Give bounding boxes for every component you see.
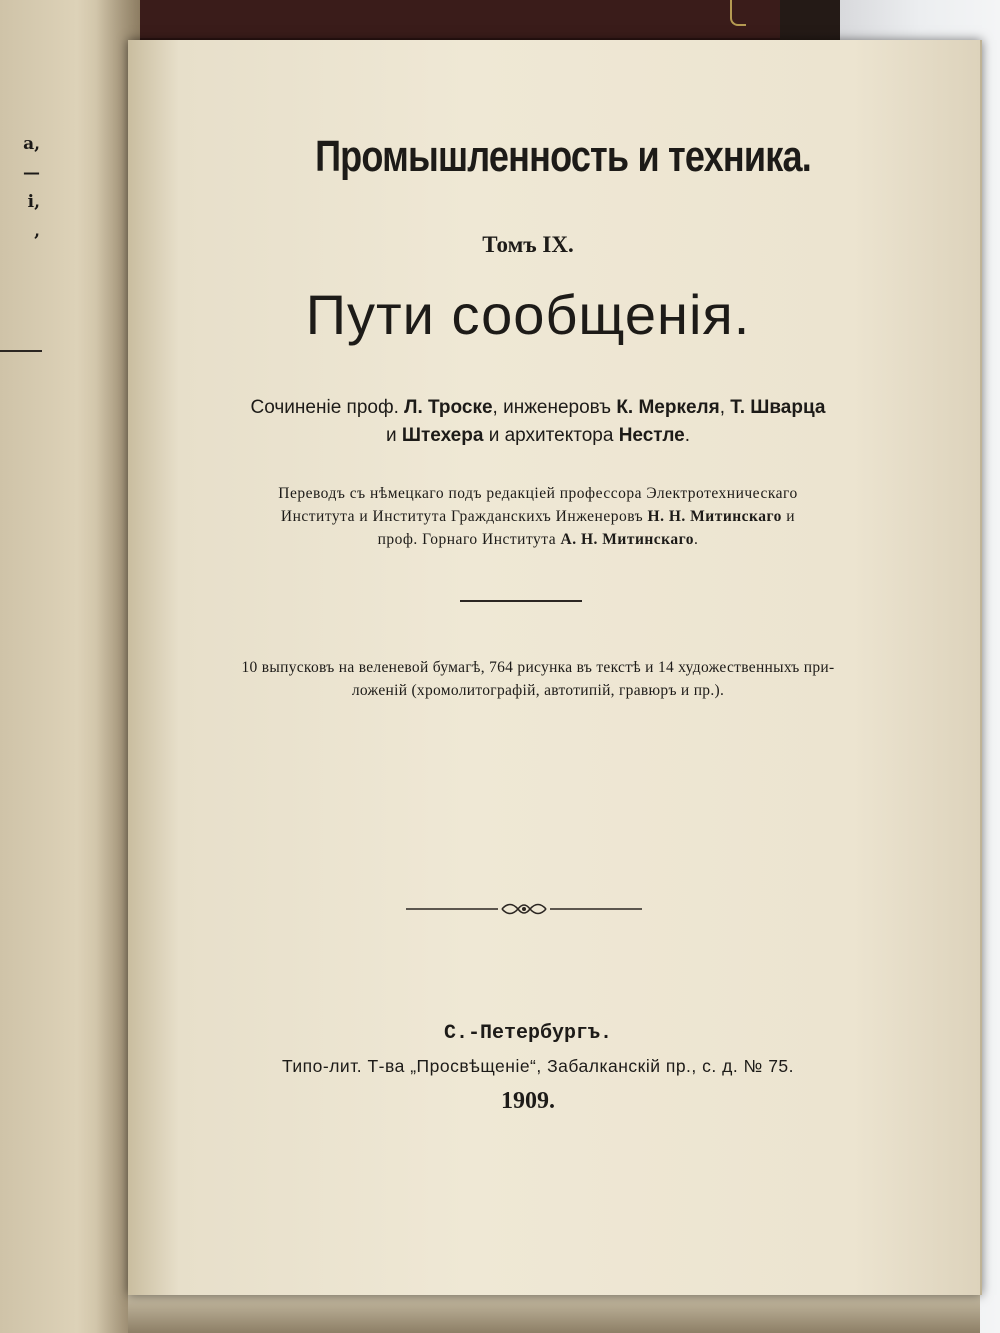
- author-name: Штехера: [401, 425, 484, 446]
- publication-city: С.-Петербургъ.: [443, 1022, 613, 1045]
- main-title: Пути сообщенія.: [305, 283, 751, 346]
- left-page-text-fragments: [0, 130, 40, 246]
- translation-line-2: [168, 505, 908, 528]
- authors-text: Сочиненіе проф.: [250, 397, 405, 418]
- background-book: [90, 0, 780, 40]
- translation-text: .: [694, 531, 699, 548]
- series-title: Промышленность и техника.: [315, 132, 811, 181]
- authors-text: и архитектора: [483, 425, 619, 446]
- authors-text: ,: [719, 397, 731, 418]
- authors-block: [168, 394, 908, 450]
- author-name: К. Меркеля: [616, 397, 720, 418]
- translation-note: [168, 482, 908, 551]
- publication-year: 1909.: [501, 1088, 555, 1114]
- author-name: Л. Троске: [404, 397, 493, 418]
- left-fragment: ,: [34, 221, 40, 241]
- left-fragment: —: [23, 163, 40, 183]
- translation-text: Института и Института Гражданскихъ Инженеровъ: [280, 508, 648, 525]
- left-fragment: а,: [23, 134, 40, 154]
- page-block-edge: [128, 1290, 980, 1333]
- translation-line-1: Переводъ съ нѣмецкаго подъ редакціей профессора Электротехническаго: [278, 485, 798, 502]
- left-page: [0, 0, 140, 1333]
- divider-rule: [460, 600, 582, 602]
- printer-imprint: Типо-лит. Т-ва „Просвѣщеніе“, Забалканскій пр., с. д. № 75.: [281, 1056, 795, 1076]
- translation-line-3: [168, 528, 908, 551]
- edition-line-1: 10 выпусковъ на веленевой бумагѣ, 764 рисунка въ текстѣ и 14 художественныхъ при-: [241, 659, 835, 676]
- edition-details: [168, 656, 908, 702]
- left-fragment: і,: [27, 192, 40, 212]
- authors-text: и: [385, 425, 402, 446]
- editor-name: Н. Н. Митинскаго: [647, 508, 782, 525]
- authors-line-2: [168, 422, 908, 450]
- authors-text: .: [684, 425, 691, 446]
- translation-text: и: [781, 508, 796, 525]
- volume-number: Томъ IX.: [482, 232, 574, 257]
- floral-ornament-divider: [406, 898, 642, 920]
- translation-text: проф. Горнаго Института: [377, 531, 561, 548]
- authors-line-1: [168, 394, 908, 422]
- authors-text: , инженеровъ: [492, 397, 617, 418]
- title-page: [128, 40, 982, 1295]
- author-name: Т. Шварца: [730, 397, 826, 418]
- book-gilt-ornament: [730, 0, 746, 26]
- editor-name: А. Н. Митинскаго: [560, 531, 695, 548]
- left-page-rule: [0, 350, 42, 352]
- author-name: Нестле: [618, 425, 685, 446]
- edition-line-2: ложеній (хромолитографій, автотипій, гравюръ и пр.).: [351, 682, 725, 699]
- title-page-content: [128, 40, 980, 1295]
